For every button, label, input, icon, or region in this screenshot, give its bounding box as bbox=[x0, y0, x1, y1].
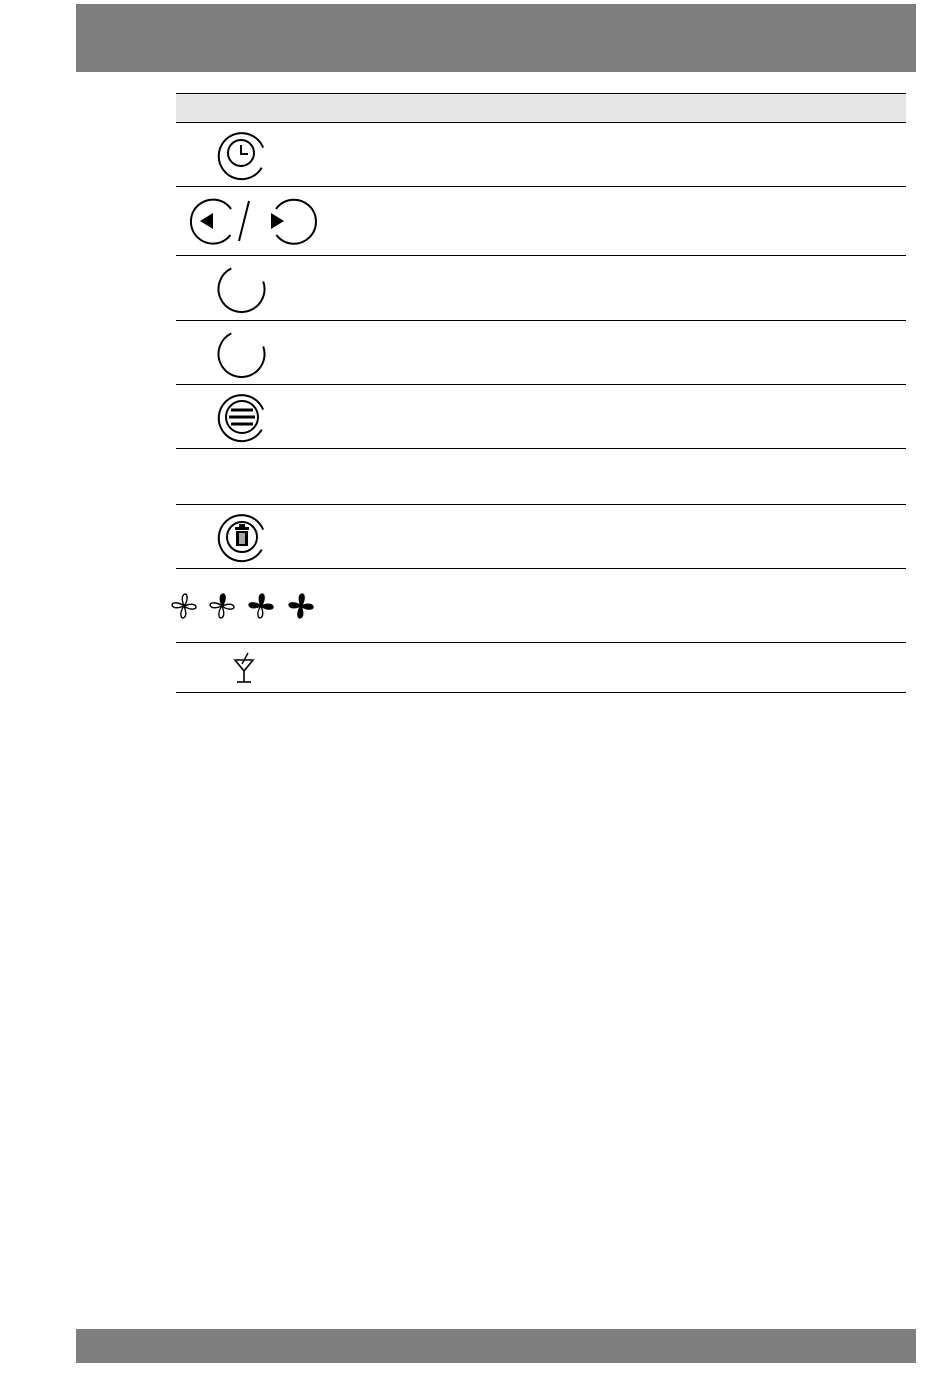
table-row bbox=[176, 321, 906, 385]
trash-button-icon bbox=[176, 505, 311, 568]
menu-button-icon bbox=[176, 385, 311, 448]
row-description bbox=[311, 643, 906, 692]
table-row bbox=[176, 187, 906, 256]
row-description bbox=[311, 123, 906, 186]
table-row bbox=[176, 123, 906, 187]
row-description bbox=[311, 187, 906, 255]
blank-round-button-icon bbox=[176, 321, 311, 384]
timer-button-icon bbox=[176, 123, 311, 186]
table-row bbox=[176, 569, 906, 643]
symbol-table bbox=[176, 93, 906, 693]
row-description bbox=[311, 569, 906, 642]
row-description bbox=[311, 505, 906, 568]
table-row bbox=[176, 385, 906, 449]
row-description bbox=[311, 385, 906, 448]
table-row bbox=[176, 449, 906, 505]
empty-symbol-cell bbox=[176, 449, 311, 504]
table-row bbox=[176, 256, 906, 321]
cocktail-glass-icon bbox=[176, 643, 311, 692]
row-description bbox=[311, 256, 906, 320]
blank-round-button-icon bbox=[176, 256, 311, 320]
footer-band bbox=[76, 1329, 916, 1363]
row-description bbox=[311, 449, 906, 504]
left-right-arrow-buttons-icon bbox=[176, 187, 311, 255]
table-row bbox=[176, 505, 906, 569]
row-description bbox=[311, 321, 906, 384]
fan-speed-levels-icon bbox=[166, 569, 321, 642]
table-header-row bbox=[176, 93, 906, 123]
table-row bbox=[176, 643, 906, 693]
header-band bbox=[76, 4, 916, 72]
